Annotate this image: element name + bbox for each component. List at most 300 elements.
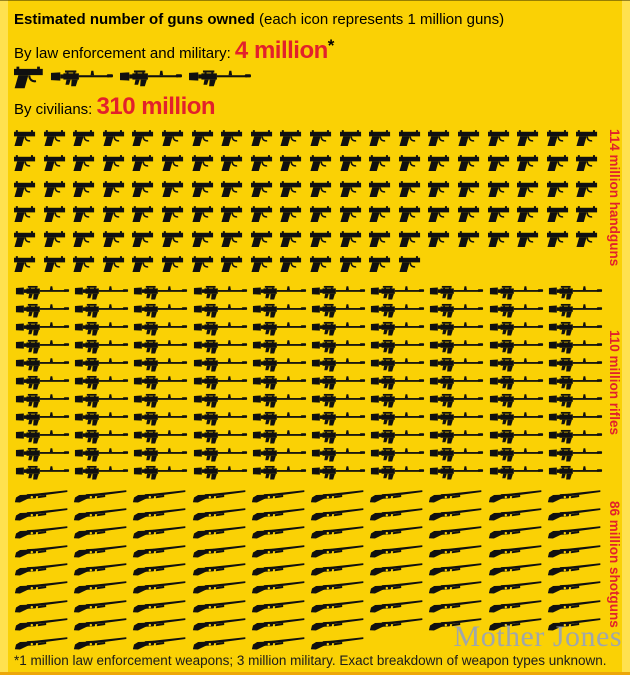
shotgun-icon xyxy=(310,524,366,539)
rifle-icon xyxy=(132,356,189,372)
rifle-icon xyxy=(73,410,130,426)
mother-jones-logo: Mother Jones xyxy=(453,620,622,653)
handgun-icon xyxy=(547,154,569,172)
handgun-icon xyxy=(458,129,480,147)
shotgun-icon xyxy=(369,561,425,576)
rifle-icon xyxy=(14,356,71,372)
handgun-icon xyxy=(488,205,510,223)
handgun-icon xyxy=(310,255,332,273)
rifle-icon xyxy=(192,338,249,354)
handgun-icon xyxy=(132,180,154,198)
rifle-icon xyxy=(192,302,249,318)
rifle-icon xyxy=(73,446,130,462)
rifle-icon xyxy=(251,410,308,426)
shotgun-icon xyxy=(487,579,543,594)
rifle-icon xyxy=(14,464,71,480)
rifle-icon xyxy=(192,374,249,390)
handgun-icon xyxy=(132,255,154,273)
rifle-icon xyxy=(192,284,249,300)
shotgun-icon xyxy=(73,506,129,521)
rifle-icon xyxy=(192,410,249,426)
rifle-icon xyxy=(192,428,249,444)
rifle-icon xyxy=(310,410,367,426)
handgun-icon xyxy=(221,180,243,198)
handgun-icon xyxy=(488,180,510,198)
rifle-icon xyxy=(132,284,189,300)
shotgun-icon xyxy=(73,487,129,502)
handgun-icon xyxy=(340,230,362,248)
law-enforcement-line xyxy=(14,37,334,65)
handgun-icon xyxy=(14,180,36,198)
shotgun-icon xyxy=(191,487,247,502)
shotgun-icon xyxy=(428,487,484,502)
shotgun-icon xyxy=(487,542,543,557)
shotgun-icon xyxy=(310,561,366,576)
shotgun-icon xyxy=(14,598,70,613)
rifle-icon xyxy=(73,302,130,318)
rifle-icon xyxy=(51,68,113,87)
shotgun-icon xyxy=(132,598,188,613)
rifle-icon xyxy=(547,446,604,462)
footnote: *1 million law enforcement weapons; 3 million military. Exact breakdown of weapon types unknown. xyxy=(14,653,607,668)
shotgun-icon xyxy=(14,634,70,649)
shotgun-icon xyxy=(191,542,247,557)
handgun-icon xyxy=(162,230,184,248)
rifle-icon xyxy=(547,302,604,318)
handgun-icon xyxy=(340,129,362,147)
rifle-icon xyxy=(14,338,71,354)
shotgun-icon xyxy=(251,487,307,502)
handgun-icon xyxy=(399,230,421,248)
handgun-icon xyxy=(162,205,184,223)
shotgun-icon xyxy=(251,579,307,594)
handgun-icon xyxy=(517,154,539,172)
rifle-icon xyxy=(14,320,71,336)
shotgun-icon xyxy=(73,616,129,631)
handgun-icon xyxy=(251,230,273,248)
shotgun-icon xyxy=(428,524,484,539)
rifle-icon xyxy=(132,392,189,408)
rifle-icon xyxy=(251,428,308,444)
rifle-icon xyxy=(488,338,545,354)
rifle-icon xyxy=(428,392,485,408)
handgun-icon xyxy=(44,129,66,147)
rifle-icon xyxy=(428,464,485,480)
rifle-icon xyxy=(132,374,189,390)
handgun-icon xyxy=(458,154,480,172)
shotgun-icon xyxy=(369,542,425,557)
chart-title-main: Estimated number of guns owned xyxy=(14,11,255,28)
shotgun-icon xyxy=(428,598,484,613)
rifle-icon xyxy=(132,428,189,444)
handgun-icon xyxy=(103,205,125,223)
rifle-icon xyxy=(310,446,367,462)
shotgun-icon xyxy=(73,598,129,613)
handgun-icon xyxy=(14,154,36,172)
handgun-icon xyxy=(369,255,391,273)
rifle-icon xyxy=(120,68,182,87)
rifle-icon xyxy=(251,446,308,462)
handgun-icon xyxy=(399,154,421,172)
shotgun-icon xyxy=(251,524,307,539)
handgun-icon xyxy=(428,205,450,223)
civilians-line xyxy=(14,93,215,121)
shotgun-icon xyxy=(191,598,247,613)
shotgun-icon xyxy=(547,524,603,539)
handgun-icon xyxy=(251,154,273,172)
shotgun-icon xyxy=(251,616,307,631)
shotgun-icon xyxy=(310,579,366,594)
handgun-icon xyxy=(132,230,154,248)
rifle-icon xyxy=(488,302,545,318)
handgun-icon xyxy=(428,180,450,198)
handgun-icon xyxy=(488,129,510,147)
rifle-icon xyxy=(488,428,545,444)
shotgun-icon xyxy=(191,561,247,576)
rifle-icon xyxy=(428,446,485,462)
rifle-icon xyxy=(428,410,485,426)
handgun-icon xyxy=(221,205,243,223)
rifle-icon xyxy=(310,464,367,480)
rifle-icon xyxy=(369,392,426,408)
handgun-icon xyxy=(576,230,598,248)
shotgun-icon xyxy=(369,598,425,613)
rifle-icon xyxy=(73,356,130,372)
shotgun-icon xyxy=(547,542,603,557)
handgun-icon xyxy=(162,180,184,198)
handgun-icon xyxy=(221,154,243,172)
rifle-icon xyxy=(488,410,545,426)
handgun-icon xyxy=(280,205,302,223)
rifle-icon xyxy=(14,284,71,300)
handgun-icon xyxy=(73,255,95,273)
handgun-icon xyxy=(103,230,125,248)
handgun-icon xyxy=(192,129,214,147)
shotgun-icon xyxy=(14,542,70,557)
shotgun-icon xyxy=(132,524,188,539)
handgun-icon xyxy=(428,129,450,147)
law-enforcement-label: By law enforcement and military: xyxy=(14,45,235,62)
shotgun-icon xyxy=(132,542,188,557)
rifle-icon xyxy=(192,356,249,372)
handgun-icon xyxy=(340,205,362,223)
rifle-icon xyxy=(73,392,130,408)
rifle-icon xyxy=(488,464,545,480)
handgun-icon xyxy=(310,180,332,198)
rifle-icon xyxy=(428,428,485,444)
rifles-section-label: 110 million rifles xyxy=(607,330,622,436)
handgun-icon xyxy=(369,205,391,223)
rifle-icon xyxy=(251,464,308,480)
handgun-icon xyxy=(576,129,598,147)
shotgun-icon xyxy=(73,561,129,576)
rifle-icon xyxy=(369,374,426,390)
shotgun-icon xyxy=(547,598,603,613)
shotgun-icon xyxy=(310,634,366,649)
rifle-icon xyxy=(192,392,249,408)
shotgun-icon xyxy=(14,561,70,576)
handguns-section-label: 114 million handguns xyxy=(607,129,622,267)
rifle-icon xyxy=(310,320,367,336)
handgun-icon xyxy=(399,129,421,147)
shotgun-icon xyxy=(73,634,129,649)
shotgun-icon xyxy=(310,616,366,631)
handgun-icon xyxy=(576,154,598,172)
handgun-icon xyxy=(14,65,44,89)
shotgun-icon xyxy=(487,598,543,613)
rifles-pictogram-grid xyxy=(14,283,606,481)
chart-title-note: (each icon represents 1 million guns) xyxy=(254,11,505,28)
shotgun-icon xyxy=(251,598,307,613)
shotgun-icon xyxy=(369,506,425,521)
handgun-icon xyxy=(132,205,154,223)
handgun-icon xyxy=(103,154,125,172)
shotgun-icon xyxy=(191,616,247,631)
shotgun-icon xyxy=(251,506,307,521)
handgun-icon xyxy=(73,180,95,198)
handgun-icon xyxy=(369,180,391,198)
handgun-icon xyxy=(14,205,36,223)
handgun-icon xyxy=(44,255,66,273)
handgun-icon xyxy=(221,129,243,147)
rifle-icon xyxy=(428,284,485,300)
rifle-icon xyxy=(132,320,189,336)
rifle-icon xyxy=(488,284,545,300)
rifle-icon xyxy=(132,302,189,318)
rifle-icon xyxy=(369,428,426,444)
law-enforcement-value: 4 million xyxy=(234,37,328,64)
rifle-icon xyxy=(251,320,308,336)
rifle-icon xyxy=(488,446,545,462)
shotgun-icon xyxy=(428,542,484,557)
handgun-icon xyxy=(547,129,569,147)
handgun-icon xyxy=(576,180,598,198)
handgun-icon xyxy=(132,129,154,147)
shotguns-section-label: 86 million shotguns xyxy=(607,501,622,628)
handgun-icon xyxy=(162,129,184,147)
shotgun-icon xyxy=(310,487,366,502)
handgun-icon xyxy=(251,180,273,198)
handgun-icon xyxy=(73,154,95,172)
handgun-icon xyxy=(221,230,243,248)
right-margin xyxy=(622,0,630,675)
shotgun-icon xyxy=(191,634,247,649)
shotgun-icon xyxy=(369,524,425,539)
rifle-icon xyxy=(73,338,130,354)
shotgun-icon xyxy=(369,579,425,594)
handgun-icon xyxy=(517,205,539,223)
handgun-icon xyxy=(399,180,421,198)
rifle-icon xyxy=(547,320,604,336)
rifle-icon xyxy=(428,338,485,354)
shotgun-icon xyxy=(14,487,70,502)
rifle-icon xyxy=(251,302,308,318)
shotgun-icon xyxy=(73,542,129,557)
handgun-icon xyxy=(192,255,214,273)
handgun-icon xyxy=(280,180,302,198)
rifle-icon xyxy=(310,284,367,300)
rifle-icon xyxy=(73,464,130,480)
rifle-icon xyxy=(132,446,189,462)
shotgun-icon xyxy=(369,487,425,502)
rifle-icon xyxy=(547,428,604,444)
handgun-icon xyxy=(428,154,450,172)
civilians-label: By civilians: xyxy=(14,101,97,118)
handgun-icon xyxy=(399,205,421,223)
rifle-icon xyxy=(369,410,426,426)
rifle-icon xyxy=(132,410,189,426)
handgun-icon xyxy=(340,255,362,273)
chart-title xyxy=(14,11,504,29)
shotgun-icon xyxy=(547,506,603,521)
shotgun-icon xyxy=(251,542,307,557)
handgun-icon xyxy=(547,205,569,223)
handgun-icon xyxy=(14,255,36,273)
shotgun-icon xyxy=(310,542,366,557)
rifle-icon xyxy=(369,338,426,354)
rifle-icon xyxy=(547,392,604,408)
handgun-icon xyxy=(310,205,332,223)
handgun-icon xyxy=(369,230,391,248)
rifle-icon xyxy=(428,374,485,390)
rifle-icon xyxy=(488,374,545,390)
shotgun-icon xyxy=(547,487,603,502)
shotgun-icon xyxy=(14,524,70,539)
shotgun-icon xyxy=(310,506,366,521)
rifle-icon xyxy=(14,428,71,444)
handgun-icon xyxy=(340,154,362,172)
rifle-icon xyxy=(428,302,485,318)
handguns-pictogram-grid xyxy=(14,126,606,278)
handgun-icon xyxy=(458,205,480,223)
shotgun-icon xyxy=(191,579,247,594)
handgun-icon xyxy=(251,129,273,147)
civilians-value: 310 million xyxy=(96,93,216,120)
handgun-icon xyxy=(44,230,66,248)
top-border xyxy=(0,0,630,1)
handgun-icon xyxy=(162,255,184,273)
rifle-icon xyxy=(192,446,249,462)
rifle-icon xyxy=(14,374,71,390)
handgun-icon xyxy=(162,154,184,172)
rifle-icon xyxy=(547,410,604,426)
shotgun-icon xyxy=(132,616,188,631)
rifle-icon xyxy=(488,392,545,408)
rifle-icon xyxy=(14,302,71,318)
rifle-icon xyxy=(132,338,189,354)
rifle-icon xyxy=(310,338,367,354)
shotgun-icon xyxy=(487,487,543,502)
rifle-icon xyxy=(428,356,485,372)
rifle-icon xyxy=(251,374,308,390)
law-enforcement-asterisk: * xyxy=(327,36,335,55)
shotgun-icon xyxy=(251,561,307,576)
rifle-icon xyxy=(310,374,367,390)
handgun-icon xyxy=(458,180,480,198)
shotgun-icon xyxy=(132,487,188,502)
handgun-icon xyxy=(14,230,36,248)
rifle-icon xyxy=(14,410,71,426)
handgun-icon xyxy=(547,180,569,198)
rifle-icon xyxy=(14,392,71,408)
handgun-icon xyxy=(488,230,510,248)
shotgun-icon xyxy=(428,506,484,521)
rifle-icon xyxy=(369,320,426,336)
rifle-icon xyxy=(192,464,249,480)
rifle-icon xyxy=(251,392,308,408)
shotgun-icon xyxy=(132,579,188,594)
handgun-icon xyxy=(369,129,391,147)
shotgun-icon xyxy=(132,506,188,521)
rifle-icon xyxy=(192,320,249,336)
rifle-icon xyxy=(310,428,367,444)
handgun-icon xyxy=(576,205,598,223)
handgun-icon xyxy=(399,255,421,273)
handgun-icon xyxy=(73,205,95,223)
rifle-icon xyxy=(547,464,604,480)
handgun-icon xyxy=(458,230,480,248)
shotgun-icon xyxy=(191,524,247,539)
handgun-icon xyxy=(517,180,539,198)
handgun-icon xyxy=(369,154,391,172)
shotgun-icon xyxy=(251,634,307,649)
handgun-icon xyxy=(192,230,214,248)
handgun-icon xyxy=(517,129,539,147)
shotgun-icon xyxy=(14,506,70,521)
shotgun-icon xyxy=(428,579,484,594)
handgun-icon xyxy=(73,230,95,248)
handgun-icon xyxy=(280,230,302,248)
shotgun-icon xyxy=(14,579,70,594)
shotgun-icon xyxy=(487,561,543,576)
shotgun-icon xyxy=(191,506,247,521)
left-margin xyxy=(0,0,8,675)
shotgun-icon xyxy=(428,561,484,576)
rifle-icon xyxy=(189,68,251,87)
rifle-icon xyxy=(547,356,604,372)
law-enforcement-icon-row xyxy=(14,63,251,91)
handgun-icon xyxy=(192,180,214,198)
rifle-icon xyxy=(547,338,604,354)
rifle-icon xyxy=(369,446,426,462)
handgun-icon xyxy=(547,230,569,248)
handgun-icon xyxy=(428,230,450,248)
shotgun-icon xyxy=(132,634,188,649)
rifle-icon xyxy=(369,302,426,318)
handgun-icon xyxy=(280,129,302,147)
shotgun-icon xyxy=(73,524,129,539)
handgun-icon xyxy=(310,129,332,147)
handgun-icon xyxy=(103,180,125,198)
rifle-icon xyxy=(251,356,308,372)
shotgun-icon xyxy=(487,524,543,539)
rifle-icon xyxy=(310,392,367,408)
handgun-icon xyxy=(73,129,95,147)
rifle-icon xyxy=(14,446,71,462)
shotgun-icon xyxy=(73,579,129,594)
shotgun-icon xyxy=(547,561,603,576)
handgun-icon xyxy=(251,255,273,273)
shotgun-icon xyxy=(547,579,603,594)
handgun-icon xyxy=(44,180,66,198)
shotgun-icon xyxy=(310,598,366,613)
rifle-icon xyxy=(428,320,485,336)
handgun-icon xyxy=(310,154,332,172)
rifle-icon xyxy=(310,302,367,318)
rifle-icon xyxy=(132,464,189,480)
rifle-icon xyxy=(251,338,308,354)
handgun-icon xyxy=(44,205,66,223)
